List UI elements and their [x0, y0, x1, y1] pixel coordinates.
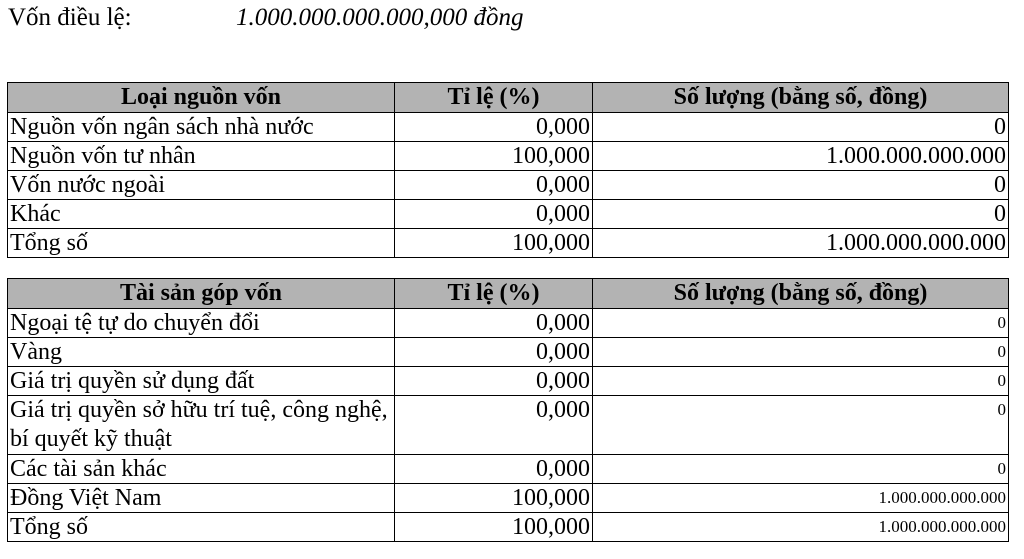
- rate-cell: 100,000: [395, 229, 593, 258]
- table-row: [8, 367, 1009, 396]
- column-header-amount: Số lượng (bằng số, đồng): [593, 279, 1009, 309]
- amount-cell: 0: [593, 171, 1009, 200]
- table-row: [8, 113, 1009, 142]
- capital-sources-table: [7, 82, 1009, 258]
- rate-cell: 0,000: [395, 367, 593, 396]
- charter-capital-value: 1.000.000.000.000,000 đồng: [236, 4, 524, 31]
- amount-cell: 1.000.000.000.000: [593, 484, 1009, 513]
- amount-cell: 1.000.000.000.000: [593, 513, 1009, 542]
- amount-cell: 0: [593, 396, 1009, 455]
- rate-cell: 0,000: [395, 113, 593, 142]
- table-row: [8, 200, 1009, 229]
- rate-cell: 0,000: [395, 338, 593, 367]
- amount-cell: 0: [593, 309, 1009, 338]
- column-header-amount: Số lượng (bằng số, đồng): [593, 83, 1009, 113]
- rate-cell: 0,000: [395, 200, 593, 229]
- table-total-row: [8, 229, 1009, 258]
- amount-cell: 0: [593, 367, 1009, 396]
- source-name-cell: Vốn nước ngoài: [8, 171, 395, 200]
- amount-cell: 0: [593, 200, 1009, 229]
- amount-cell: 0: [593, 455, 1009, 484]
- column-header-source-type: Loại nguồn vốn: [8, 83, 395, 113]
- capital-assets-table: [7, 278, 1009, 542]
- total-label-cell: Tổng số: [8, 513, 395, 542]
- rate-cell: 0,000: [395, 309, 593, 338]
- column-header-rate: Tỉ lệ (%): [395, 279, 593, 309]
- charter-capital-label: Vốn điều lệ:: [8, 4, 132, 31]
- source-name-cell: Khác: [8, 200, 395, 229]
- table-row: [8, 338, 1009, 367]
- table-header-row: [8, 83, 1009, 113]
- asset-name-cell: Ngoại tệ tự do chuyển đổi: [8, 309, 395, 338]
- table-row: [8, 484, 1009, 513]
- column-header-asset-type: Tài sản góp vốn: [8, 279, 395, 309]
- table-row: [8, 142, 1009, 171]
- amount-cell: 1.000.000.000.000: [593, 142, 1009, 171]
- table-total-row: [8, 513, 1009, 542]
- column-header-rate: Tỉ lệ (%): [395, 83, 593, 113]
- amount-cell: 0: [593, 113, 1009, 142]
- charter-capital-line: [8, 2, 524, 34]
- table-header-row: [8, 279, 1009, 309]
- table-row: [8, 171, 1009, 200]
- asset-name-cell: Vàng: [8, 338, 395, 367]
- rate-cell: 100,000: [395, 484, 593, 513]
- rate-cell: 100,000: [395, 513, 593, 542]
- rate-cell: 0,000: [395, 396, 593, 455]
- asset-name-cell: Giá trị quyền sử dụng đất: [8, 367, 395, 396]
- total-label-cell: Tổng số: [8, 229, 395, 258]
- table-row: [8, 396, 1009, 455]
- asset-name-cell: Các tài sản khác: [8, 455, 395, 484]
- source-name-cell: Nguồn vốn ngân sách nhà nước: [8, 113, 395, 142]
- table-row: [8, 309, 1009, 338]
- amount-cell: 1.000.000.000.000: [593, 229, 1009, 258]
- rate-cell: 100,000: [395, 142, 593, 171]
- asset-name-cell: Giá trị quyền sở hữu trí tuệ, công nghệ, bí quyết kỹ thuật: [8, 396, 395, 455]
- table-row: [8, 455, 1009, 484]
- asset-name-cell: Đồng Việt Nam: [8, 484, 395, 513]
- source-name-cell: Nguồn vốn tư nhân: [8, 142, 395, 171]
- rate-cell: 0,000: [395, 171, 593, 200]
- amount-cell: 0: [593, 338, 1009, 367]
- rate-cell: 0,000: [395, 455, 593, 484]
